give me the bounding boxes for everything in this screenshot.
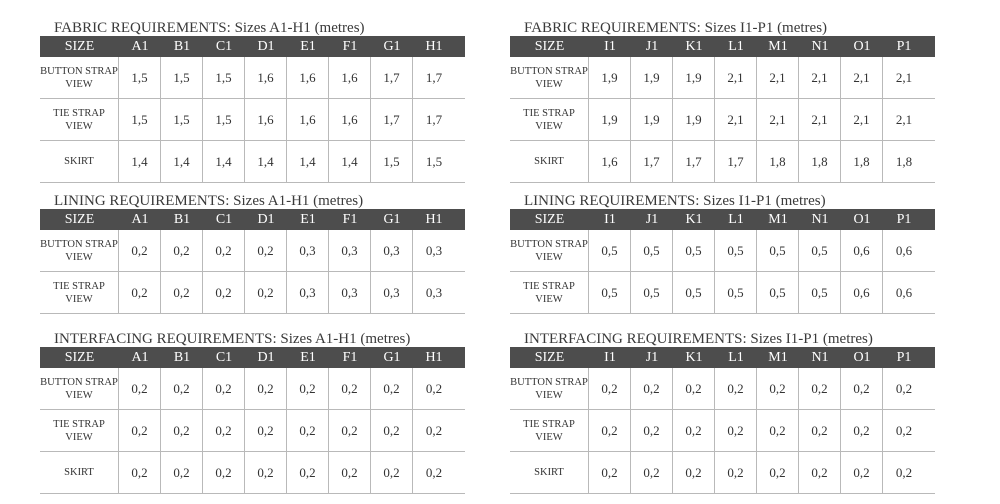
measurement-cell: 0,2 (589, 368, 631, 409)
row-label: BUTTON STRAP VIEW (510, 230, 589, 271)
measurement-cell: 0,5 (757, 272, 799, 313)
size-column-header: M1 (768, 349, 788, 365)
measurement-cell: 1,4 (203, 141, 245, 182)
size-column-header: P1 (896, 211, 912, 227)
measurement-cell: 0,3 (329, 272, 371, 313)
size-column-header: E1 (300, 38, 316, 54)
measurement-cell: 1,9 (631, 57, 673, 98)
size-column-header: M1 (768, 38, 788, 54)
measurement-cell: 0,3 (371, 272, 413, 313)
table-row (40, 141, 465, 183)
size-column-header: P1 (896, 38, 912, 54)
table-row (510, 272, 935, 314)
table-title: INTERFACING REQUIREMENTS: Sizes A1-H1 (metres) (54, 331, 411, 347)
measurement-cell: 0,2 (245, 452, 287, 493)
row-label: TIE STRAP VIEW (40, 410, 119, 451)
measurement-cell: 0,2 (799, 410, 841, 451)
measurement-cell: 2,1 (841, 99, 883, 140)
table-row (40, 410, 465, 452)
measurement-cell: 1,5 (161, 99, 203, 140)
measurement-cell: 2,1 (757, 57, 799, 98)
row-label: TIE STRAP VIEW (510, 410, 589, 451)
row-label: BUTTON STRAP VIEW (40, 57, 119, 98)
measurement-cell: 0,5 (631, 272, 673, 313)
size-column-header: J1 (645, 38, 659, 54)
measurement-cell: 1,7 (371, 57, 413, 98)
measurement-cell: 1,7 (425, 111, 443, 127)
measurement-cell: 0,2 (895, 380, 913, 396)
interfacing-table-i1-p1 (510, 331, 935, 494)
size-column-header: K1 (685, 38, 703, 54)
size-header-label: SIZE (64, 349, 95, 365)
lining-table-a1-h1 (40, 193, 465, 314)
measurement-cell: 1,5 (203, 57, 245, 98)
size-column-header: F1 (342, 38, 358, 54)
measurement-cell: 1,5 (119, 99, 161, 140)
measurement-cell: 0,2 (203, 452, 245, 493)
measurement-cell: 1,4 (161, 141, 203, 182)
measurement-cell: 0,2 (631, 368, 673, 409)
size-column-header: E1 (300, 211, 316, 227)
table-title: LINING REQUIREMENTS: Sizes A1-H1 (metres) (54, 193, 364, 209)
measurement-cell: 0,2 (425, 422, 443, 438)
size-column-header: N1 (811, 211, 829, 227)
size-column-header: A1 (131, 38, 149, 54)
measurement-cell: 0,2 (673, 410, 715, 451)
table-header-row (510, 36, 935, 57)
row-label: TIE STRAP VIEW (510, 272, 589, 313)
size-column-header: K1 (685, 349, 703, 365)
measurement-cell: 0,3 (425, 284, 443, 300)
measurement-cell: 1,8 (757, 141, 799, 182)
measurement-cell: 2,1 (841, 57, 883, 98)
measurement-cell: 0,2 (161, 230, 203, 271)
size-column-header: G1 (383, 211, 401, 227)
table-header-row (40, 36, 465, 57)
measurement-cell: 1,9 (673, 99, 715, 140)
row-label: BUTTON STRAP VIEW (510, 57, 589, 98)
table-row (510, 141, 935, 183)
size-column-header: I1 (604, 349, 616, 365)
measurement-cell: 1,8 (841, 141, 883, 182)
measurement-cell: 0,2 (203, 230, 245, 271)
measurement-cell: 0,2 (119, 368, 161, 409)
measurement-cell: 0,3 (287, 272, 329, 313)
measurement-cell: 1,7 (715, 141, 757, 182)
size-header-label: SIZE (534, 38, 565, 54)
table-title: FABRIC REQUIREMENTS: Sizes A1-H1 (metres) (54, 20, 365, 36)
size-column-header: K1 (685, 211, 703, 227)
measurement-cell: 0,2 (203, 368, 245, 409)
measurement-cell: 1,5 (203, 99, 245, 140)
measurement-cell: 1,4 (245, 141, 287, 182)
table-header-row (510, 347, 935, 368)
measurement-cell: 0,5 (715, 272, 757, 313)
measurement-cell: 0,2 (425, 464, 443, 480)
table-row (510, 452, 935, 494)
measurement-cell: 1,7 (673, 141, 715, 182)
measurement-cell: 0,5 (799, 230, 841, 271)
measurement-cell: 0,2 (245, 368, 287, 409)
row-label: TIE STRAP VIEW (510, 99, 589, 140)
measurement-cell: 1,6 (287, 99, 329, 140)
measurement-cell: 0,2 (895, 464, 913, 480)
measurement-cell: 0,3 (371, 230, 413, 271)
measurement-cell: 0,6 (895, 242, 913, 258)
table-row (510, 368, 935, 410)
size-header-label: SIZE (64, 211, 95, 227)
table-header-row (510, 209, 935, 230)
measurement-cell: 2,1 (799, 57, 841, 98)
measurement-cell: 1,7 (631, 141, 673, 182)
measurement-cell: 0,2 (161, 272, 203, 313)
measurement-cell: 1,4 (329, 141, 371, 182)
measurement-cell: 0,2 (119, 272, 161, 313)
size-column-header: B1 (173, 349, 191, 365)
size-column-header: F1 (342, 211, 358, 227)
measurement-cell: 0,2 (119, 230, 161, 271)
measurement-cell: 0,2 (841, 452, 883, 493)
measurement-cell: 0,2 (203, 410, 245, 451)
size-column-header: G1 (383, 38, 401, 54)
row-label: BUTTON STRAP VIEW (510, 368, 589, 409)
measurement-cell: 0,2 (895, 422, 913, 438)
size-column-header: A1 (131, 349, 149, 365)
size-column-header: L1 (728, 38, 744, 54)
size-column-header: P1 (896, 349, 912, 365)
size-column-header: E1 (300, 349, 316, 365)
measurement-cell: 1,6 (287, 57, 329, 98)
measurement-cell: 1,5 (371, 141, 413, 182)
size-column-header: C1 (215, 38, 233, 54)
measurement-cell: 1,9 (589, 57, 631, 98)
measurement-cell: 1,6 (329, 99, 371, 140)
size-column-header: I1 (604, 211, 616, 227)
size-column-header: N1 (811, 349, 829, 365)
size-column-header: C1 (215, 349, 233, 365)
measurement-cell: 2,1 (757, 99, 799, 140)
size-column-header: O1 (853, 38, 871, 54)
measurement-cell: 1,4 (119, 141, 161, 182)
size-column-header: D1 (257, 38, 275, 54)
measurement-cell: 0,5 (631, 230, 673, 271)
measurement-cell: 0,3 (425, 242, 443, 258)
measurement-cell: 0,2 (799, 452, 841, 493)
size-column-header: L1 (728, 211, 744, 227)
measurement-cell: 0,2 (841, 410, 883, 451)
measurement-cell: 0,2 (631, 410, 673, 451)
row-label: BUTTON STRAP VIEW (40, 230, 119, 271)
measurement-cell: 0,6 (841, 230, 883, 271)
size-column-header: H1 (425, 211, 443, 227)
measurement-cell: 0,2 (329, 368, 371, 409)
measurement-cell: 0,5 (589, 230, 631, 271)
fabric-table-a1-h1 (40, 20, 465, 183)
measurement-cell: 0,2 (589, 452, 631, 493)
size-column-header: L1 (728, 349, 744, 365)
measurement-cell: 0,2 (371, 410, 413, 451)
measurement-cell: 1,5 (161, 57, 203, 98)
table-row (40, 272, 465, 314)
measurement-cell: 0,2 (757, 410, 799, 451)
measurement-cell: 1,8 (895, 153, 913, 169)
table-row (510, 57, 935, 99)
size-column-header: H1 (425, 38, 443, 54)
size-column-header: B1 (173, 38, 191, 54)
measurement-cell: 0,5 (589, 272, 631, 313)
row-label: TIE STRAP VIEW (40, 99, 119, 140)
measurement-cell: 1,7 (425, 69, 443, 85)
measurement-cell: 0,2 (371, 368, 413, 409)
size-column-header: J1 (645, 349, 659, 365)
measurement-cell: 2,1 (715, 57, 757, 98)
measurement-cell: 0,2 (715, 410, 757, 451)
measurement-cell: 1,8 (799, 141, 841, 182)
row-label: SKIRT (510, 452, 589, 493)
table-title: INTERFACING REQUIREMENTS: Sizes I1-P1 (metres) (524, 331, 873, 347)
measurement-cell: 1,5 (119, 57, 161, 98)
measurement-cell: 0,2 (329, 452, 371, 493)
measurement-cell: 0,2 (287, 368, 329, 409)
measurement-cell: 0,2 (631, 452, 673, 493)
table-row (40, 368, 465, 410)
measurement-cell: 0,2 (715, 368, 757, 409)
table-row (40, 452, 465, 494)
measurement-cell: 1,6 (589, 141, 631, 182)
size-column-header: A1 (131, 211, 149, 227)
measurement-cell: 2,1 (799, 99, 841, 140)
measurement-cell: 0,2 (245, 272, 287, 313)
measurement-cell: 2,1 (895, 69, 913, 85)
size-column-header: D1 (257, 211, 275, 227)
measurement-cell: 1,9 (589, 99, 631, 140)
measurement-cell: 2,1 (715, 99, 757, 140)
measurement-cell: 0,2 (287, 410, 329, 451)
measurement-cell: 0,2 (799, 368, 841, 409)
measurement-cell: 1,5 (425, 153, 443, 169)
measurement-cell: 0,2 (119, 410, 161, 451)
table-header-row (40, 209, 465, 230)
measurement-cell: 1,6 (245, 99, 287, 140)
measurement-cell: 1,9 (631, 99, 673, 140)
size-column-header: N1 (811, 38, 829, 54)
measurement-cell: 0,2 (245, 410, 287, 451)
table-header-row (40, 347, 465, 368)
table-row (510, 410, 935, 452)
measurement-cell: 0,6 (895, 284, 913, 300)
measurement-cell: 0,2 (161, 410, 203, 451)
measurement-cell: 1,4 (287, 141, 329, 182)
measurement-cell: 1,7 (371, 99, 413, 140)
size-column-header: F1 (342, 349, 358, 365)
measurement-cell: 2,1 (895, 111, 913, 127)
measurement-cell: 0,2 (673, 452, 715, 493)
row-label: SKIRT (40, 452, 119, 493)
measurement-cell: 0,2 (161, 452, 203, 493)
measurement-cell: 1,6 (329, 57, 371, 98)
measurement-cell: 0,2 (673, 368, 715, 409)
size-column-header: G1 (383, 349, 401, 365)
table-title: FABRIC REQUIREMENTS: Sizes I1-P1 (metres) (524, 20, 828, 36)
size-column-header: H1 (425, 349, 443, 365)
measurement-cell: 0,5 (799, 272, 841, 313)
measurement-cell: 0,6 (841, 272, 883, 313)
measurement-cell: 1,9 (673, 57, 715, 98)
size-column-header: M1 (768, 211, 788, 227)
size-column-header: O1 (853, 349, 871, 365)
size-column-header: O1 (853, 211, 871, 227)
size-column-header: C1 (215, 211, 233, 227)
lining-table-i1-p1 (510, 193, 935, 314)
size-column-header: D1 (257, 349, 275, 365)
measurement-cell: 0,5 (673, 230, 715, 271)
row-label: BUTTON STRAP VIEW (40, 368, 119, 409)
size-column-header: J1 (645, 211, 659, 227)
measurement-cell: 0,5 (715, 230, 757, 271)
measurement-cell: 0,2 (425, 380, 443, 396)
table-row (40, 230, 465, 272)
size-column-header: I1 (604, 38, 616, 54)
table-row (40, 99, 465, 141)
table-row (40, 57, 465, 99)
fabric-table-i1-p1 (510, 20, 935, 183)
table-row (510, 99, 935, 141)
row-label: SKIRT (40, 141, 119, 182)
measurement-cell: 0,3 (329, 230, 371, 271)
size-column-header: B1 (173, 211, 191, 227)
measurement-cell: 0,2 (715, 452, 757, 493)
table-row (510, 230, 935, 272)
table-title: LINING REQUIREMENTS: Sizes I1-P1 (metres) (524, 193, 826, 209)
measurement-cell: 0,3 (287, 230, 329, 271)
measurement-cell: 0,2 (119, 452, 161, 493)
measurement-cell: 0,2 (841, 368, 883, 409)
measurement-cell: 0,2 (757, 452, 799, 493)
size-header-label: SIZE (64, 38, 95, 54)
row-label: SKIRT (510, 141, 589, 182)
interfacing-table-a1-h1 (40, 331, 465, 494)
row-label: TIE STRAP VIEW (40, 272, 119, 313)
measurement-cell: 0,2 (329, 410, 371, 451)
measurement-cell: 0,5 (757, 230, 799, 271)
size-header-label: SIZE (534, 349, 565, 365)
measurement-cell: 0,2 (203, 272, 245, 313)
measurement-cell: 0,2 (371, 452, 413, 493)
measurement-cell: 0,5 (673, 272, 715, 313)
measurement-cell: 1,6 (245, 57, 287, 98)
measurement-cell: 0,2 (589, 410, 631, 451)
measurement-cell: 0,2 (287, 452, 329, 493)
measurement-cell: 0,2 (161, 368, 203, 409)
measurement-cell: 0,2 (245, 230, 287, 271)
measurement-cell: 0,2 (757, 368, 799, 409)
size-header-label: SIZE (534, 211, 565, 227)
